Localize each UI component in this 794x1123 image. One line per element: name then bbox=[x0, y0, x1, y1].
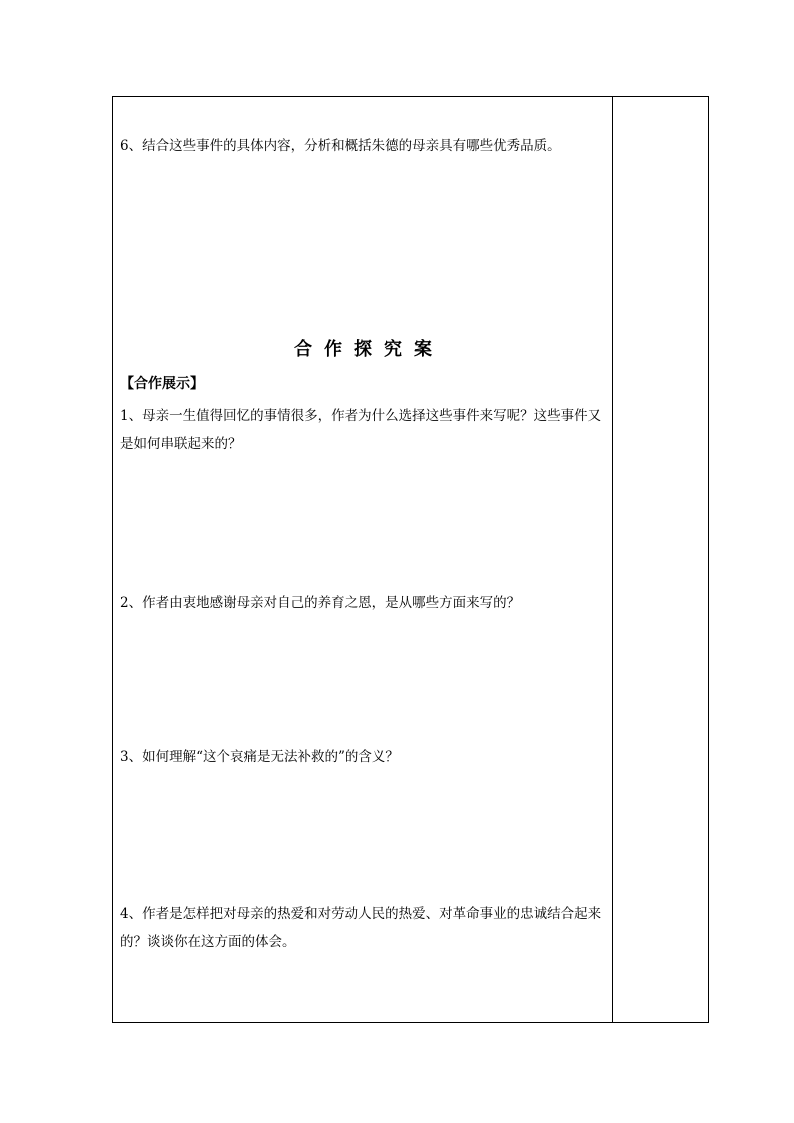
section-title: 合作探究案 bbox=[294, 339, 444, 360]
cooperation-question-4: 4、作者是怎样把对母亲的热爱和对劳动人民的热爱、对革命事业的忠诚结合起来的？谈谈你在这方面的体会。 bbox=[120, 906, 602, 950]
cooperation-question-3: 3、如何理解“这个哀痛是无法补救的”的含义？ bbox=[120, 749, 399, 765]
worksheet-table bbox=[112, 96, 709, 1023]
cooperation-question-1: 1、母亲一生值得回忆的事情很多，作者为什么选择这些事件来写呢？这些事件又是如何串联起来的？ bbox=[120, 408, 602, 452]
cooperation-question-2: 2、作者由衷地感谢母亲对自己的养育之恩，是从哪些方面来写的？ bbox=[120, 595, 521, 611]
main-content-cell bbox=[113, 97, 613, 1022]
notes-column-cell bbox=[613, 97, 708, 1022]
section-label: 【合作展示】 bbox=[120, 376, 204, 392]
question-6-text: 6、结合这些事件的具体内容，分析和概括朱德的母亲具有哪些优秀品质。 bbox=[120, 138, 561, 154]
